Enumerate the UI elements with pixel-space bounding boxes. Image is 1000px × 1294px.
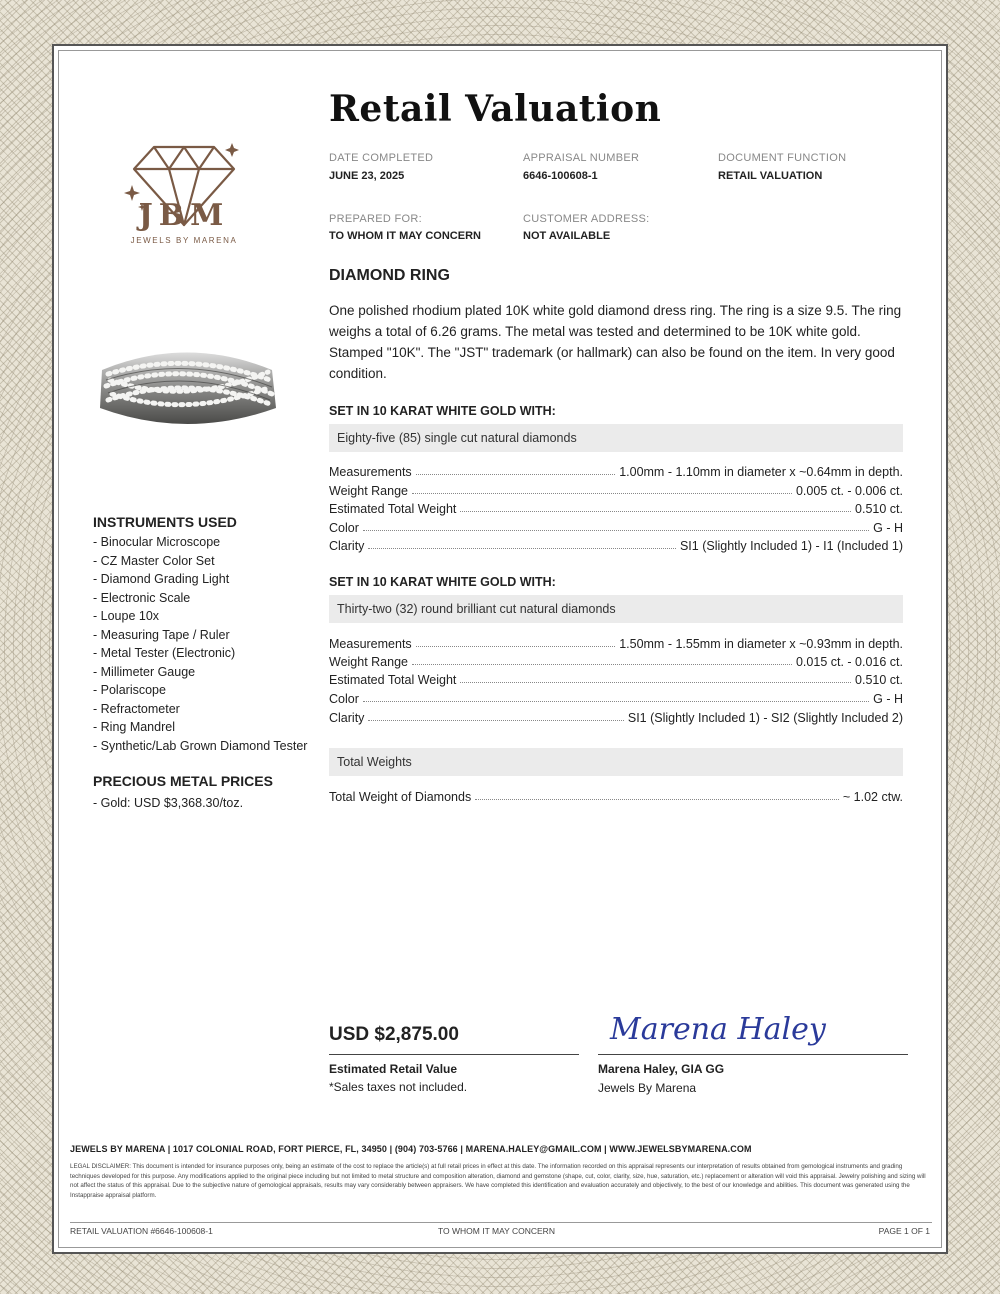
appraiser-name: Marena Haley, GIA GG: [598, 1062, 725, 1076]
signature-rule: [598, 1054, 908, 1055]
dot-leader: [363, 530, 869, 531]
total-weight-row: [329, 786, 903, 804]
spec-label: Color: [329, 521, 359, 535]
spec-value: 1.00mm - 1.10mm in diameter x ~0.64mm in depth.: [619, 465, 903, 479]
spec-value: 0.005 ct. - 0.006 ct.: [795, 484, 903, 498]
dot-leader: [363, 701, 869, 702]
page-title: Retail Valuation: [329, 88, 662, 130]
footer-address: JEWELS BY MARENA | 1017 COLONIAL ROAD, FORT PIERCE, FL, 34950 | (904) 703-5766 | MARENA.HALEY@GMAIL.COM | WWW.JEWELSBYMARENA.COM: [70, 1144, 752, 1154]
metal-prices-heading: PRECIOUS METAL PRICES: [93, 773, 273, 789]
instruments-heading: INSTRUMENTS USED: [93, 514, 237, 530]
item-title: DIAMOND RING: [329, 267, 450, 284]
spec-label: Weight Range: [329, 655, 408, 669]
appraiser-company: Jewels By Marena: [598, 1081, 697, 1095]
footer-rule: [70, 1222, 932, 1223]
spec-value: 0.510 ct.: [855, 502, 903, 516]
prepared-for-label: PREPARED FOR:: [329, 213, 422, 225]
spec-row: [329, 669, 903, 687]
spec-value: 0.510 ct.: [855, 673, 903, 687]
prepared-for-value: TO WHOM IT MAY CONCERN: [329, 230, 481, 242]
dot-leader: [460, 511, 851, 512]
dot-leader: [368, 720, 623, 721]
customer-address-value: NOT AVAILABLE: [523, 230, 611, 242]
footer-recipient: TO WHOM IT MAY CONCERN: [438, 1226, 555, 1236]
spec-label: Measurements: [329, 465, 412, 479]
footer-document-id: RETAIL VALUATION #6646-100608-1: [70, 1226, 213, 1236]
logo-subtitle: JEWELS BY MARENA: [130, 236, 238, 245]
dot-leader: [475, 799, 839, 800]
list-item: - Diamond Grading Light: [93, 572, 230, 586]
list-item: - Gold: USD $3,368.30/toz.: [93, 796, 244, 810]
total-weight-label: Total Weight of Diamonds: [329, 790, 472, 804]
spec-row: [329, 480, 903, 498]
spec-row: [329, 707, 903, 725]
document-function-value: RETAIL VALUATION: [718, 170, 823, 182]
totals-heading: Total Weights: [329, 748, 903, 776]
list-item: - Metal Tester (Electronic): [93, 646, 236, 660]
item-description: One polished rhodium plated 10K white gold diamond dress ring. The ring is a size 9.5. The ring weighs a total of 6.26 grams. The metal was tested and determined to be 10K white gold. Stamped "10K". The "JST" trademark (or hallmark) can also be found on the item. In very good condition.: [329, 303, 902, 381]
stones-description: Eighty-five (85) single cut natural diamonds: [329, 424, 903, 452]
spec-row: [329, 688, 903, 706]
ring-photo: [92, 330, 282, 440]
list-item: - Polariscope: [93, 683, 166, 697]
stones-description: Thirty-two (32) round brilliant cut natural diamonds: [329, 595, 903, 623]
spec-value: G - H: [873, 521, 903, 535]
estimated-price: USD $2,875.00: [329, 1024, 459, 1045]
spec-value: SI1 (Slightly Included 1) - SI2 (Slightly Included 2): [627, 711, 903, 725]
list-item: - Loupe 10x: [93, 609, 160, 623]
list-item: - Ring Mandrel: [93, 720, 175, 734]
spec-label: Color: [329, 692, 359, 706]
date-completed-value: JUNE 23, 2025: [329, 170, 405, 182]
price-note: *Sales taxes not included.: [329, 1080, 468, 1094]
dot-leader: [416, 474, 616, 475]
spec-value: G - H: [873, 692, 903, 706]
legal-disclaimer: LEGAL DISCLAIMER: This document is intended for insurance purposes only, being an estimate of the cost to replace the article(s) at full retail prices in effect at this date. The information recorded on this appraisal represents our interpretation of results obtained from gemological instruments and grading techniques developed for this purpose. Any modifications applied to the original piece including but not limited to metal structure and composition alteration, diamond and gemstone (shape, cut, color, clarity, size, hue, saturation, etc.) replacement or alteration will void this appraisal. Jewelry polishing and sizing will not affect the status of this appraisal. Due to the subjective nature of gemological appraisals, results may vary considerably between appraisers. We have completed this identification and evaluation accurately and objectively, to the best of our knowledge and abilities. This document was generated using the Instappraise appraisal platform.: [70, 1163, 926, 1199]
list-item: - Millimeter Gauge: [93, 664, 196, 679]
spec-row: [329, 535, 903, 553]
instruments-list: [93, 533, 307, 755]
list-item: - Electronic Scale: [93, 590, 191, 605]
logo-monogram: JBM: [138, 198, 230, 233]
spec-label: Measurements: [329, 637, 412, 651]
spec-row: [329, 517, 903, 535]
dot-leader: [412, 493, 792, 494]
spec-label: Estimated Total Weight: [329, 673, 457, 687]
dot-leader: [368, 548, 676, 549]
date-completed-label: DATE COMPLETED: [329, 152, 434, 164]
set-heading: SET IN 10 KARAT WHITE GOLD WITH:: [329, 575, 556, 589]
list-item: - Synthetic/Lab Grown Diamond Tester: [93, 738, 308, 753]
spec-value: 1.50mm - 1.55mm in diameter x ~0.93mm in depth.: [619, 637, 903, 651]
list-item: - Refractometer: [93, 701, 180, 716]
spec-row: [329, 633, 903, 651]
spec-value: SI1 (Slightly Included 1) - I1 (Included 1): [679, 539, 903, 553]
dot-leader: [460, 682, 851, 683]
spec-row: [329, 498, 903, 516]
appraiser-signature: Marena Haley: [610, 1012, 826, 1047]
list-item: - Measuring Tape / Ruler: [93, 627, 230, 642]
price-rule: [329, 1054, 579, 1055]
customer-address-label: CUSTOMER ADDRESS:: [523, 213, 650, 225]
set-heading: SET IN 10 KARAT WHITE GOLD WITH:: [329, 404, 556, 418]
list-item: - CZ Master Color Set: [93, 553, 215, 568]
list-item: - Binocular Microscope: [93, 535, 221, 549]
dot-leader: [412, 664, 792, 665]
appraisal-number-label: APPRAISAL NUMBER: [523, 152, 640, 164]
spec-label: Clarity: [329, 539, 365, 553]
spec-label: Estimated Total Weight: [329, 502, 457, 516]
metal-prices-list: [93, 794, 243, 813]
price-label: Estimated Retail Value: [329, 1062, 458, 1076]
spec-row: [329, 651, 903, 669]
spec-label: Clarity: [329, 711, 365, 725]
appraisal-number-value: 6646-100608-1: [523, 170, 598, 182]
total-weight-value: ~ 1.02 ctw.: [842, 790, 903, 804]
dot-leader: [416, 646, 616, 647]
document-function-label: DOCUMENT FUNCTION: [718, 152, 847, 164]
spec-row: [329, 461, 903, 479]
spec-label: Weight Range: [329, 484, 408, 498]
spec-value: 0.015 ct. - 0.016 ct.: [795, 655, 903, 669]
footer-page-number: PAGE 1 OF 1: [878, 1226, 930, 1236]
